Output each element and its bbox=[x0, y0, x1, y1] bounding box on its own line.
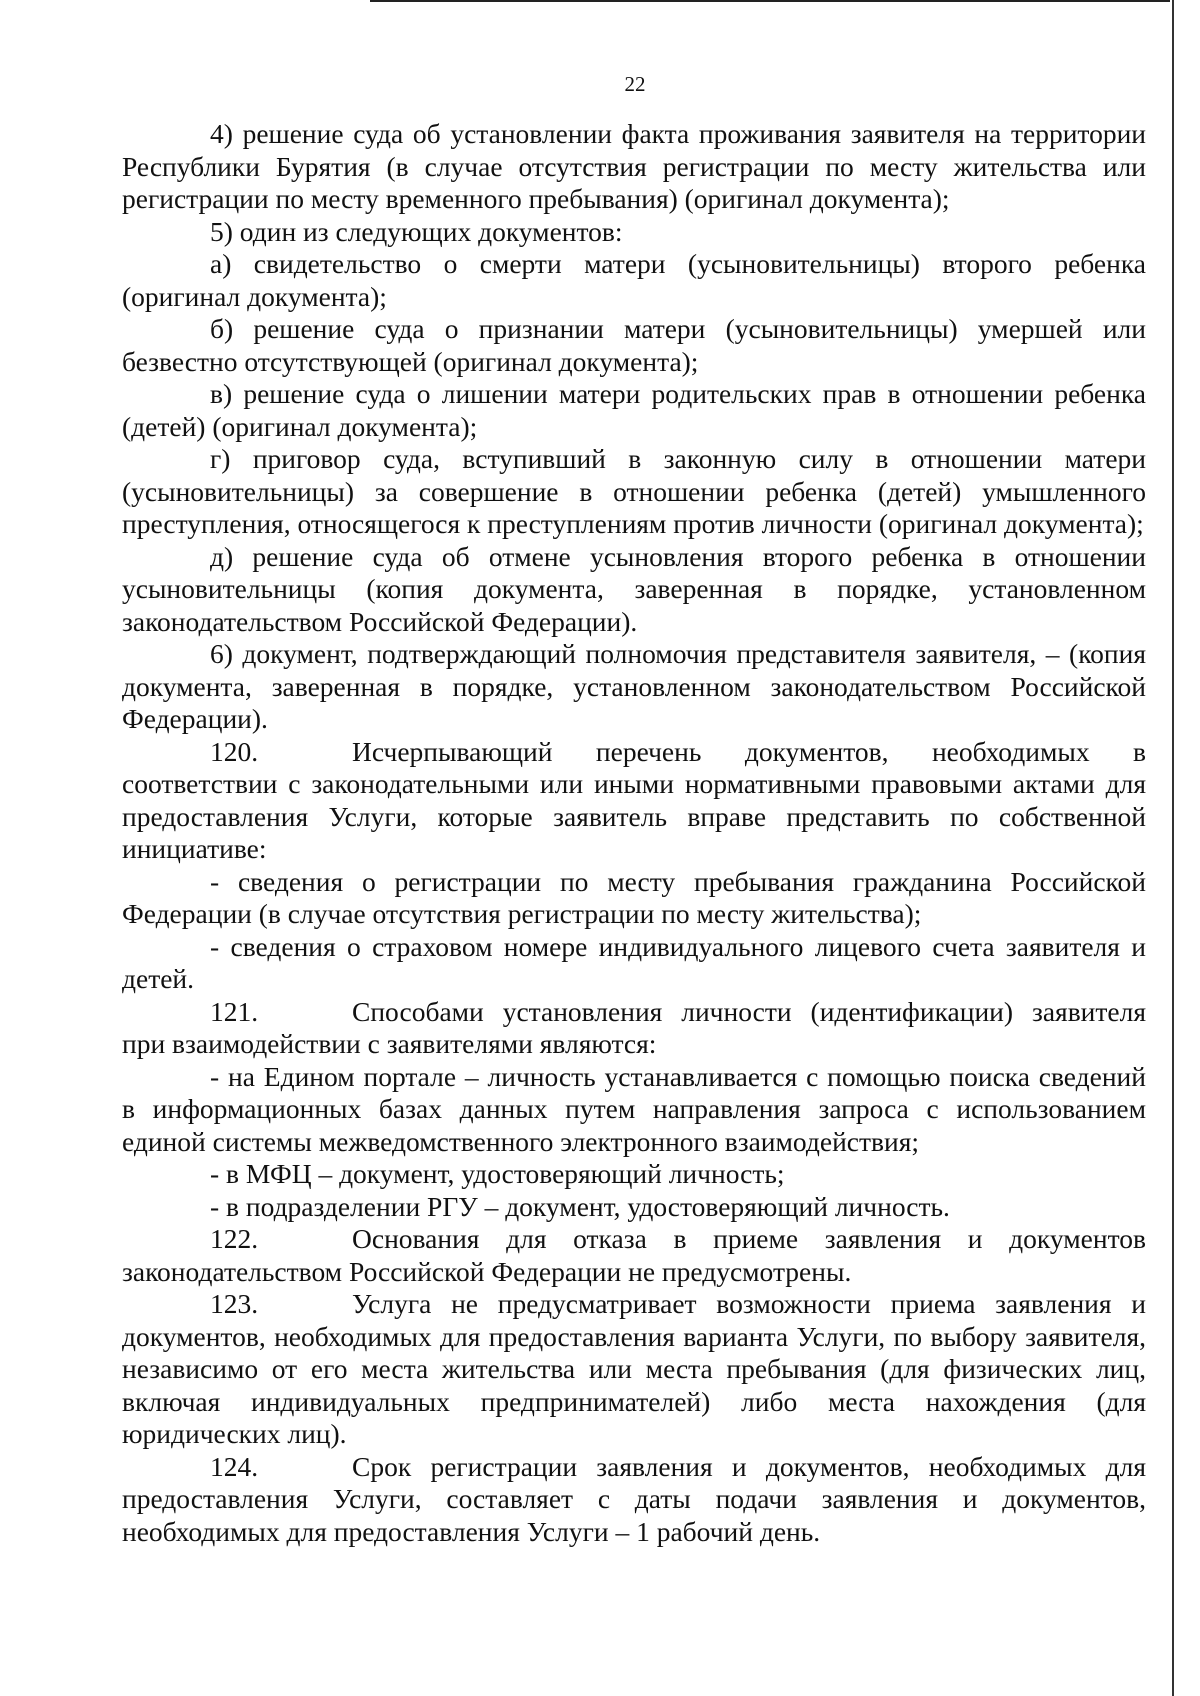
bullet-rgu: - в подразделении РГУ – документ, удостоверяющий личность. bbox=[210, 1190, 950, 1222]
bullet-insurance-number: - сведения о страховом номере индивидуального лицевого счета заявителя и детей. bbox=[122, 930, 1146, 994]
section-121 bbox=[122, 996, 1146, 1061]
top-edge-line bbox=[370, 0, 1170, 2]
paragraph-subitem-d: д) решение суда об отмене усыновления второго ребенка в отношении усыновительницы (копия документа, заверенная в порядке, установленном законодательством Российской Федерации). bbox=[122, 540, 1146, 637]
section-123 bbox=[122, 1288, 1146, 1451]
section-number: 122. bbox=[210, 1223, 259, 1254]
paragraph-subitem-v: в) решение суда о лишении матери родительских прав в отношении ребенка (детей) (оригинал документа); bbox=[122, 378, 1146, 442]
right-edge-line bbox=[1172, 0, 1174, 1696]
paragraph-subitem-g: г) приговор суда, вступивший в законную силу в отношении матери (усыновительницы) за совершение в отношении ребенка (детей) умышленного преступления, относящегося к преступлениям против личности (оригинал документа); bbox=[122, 443, 1146, 539]
section-text: Исчерпывающий перечень документов, необходимых в соответствии с законодательными или иными нормативными правовыми актами для предоставления Услуги, которые заявитель вправе представить по собственной инициативе: bbox=[122, 735, 1146, 864]
section-122 bbox=[122, 1223, 1146, 1288]
section-text: Основания для отказа в приеме заявления и документов законодательством Российской Федерации не предусмотрены. bbox=[122, 1223, 1146, 1287]
paragraph-item-5: 5) один из следующих документов: bbox=[210, 215, 623, 247]
section-text: Услуга не предусматривает возможности приема заявления и документов, необходимых для предоставления варианта Услуги, по выбору заявителя, независимо от его места жительства или места пребывания (для физических лиц, включая индивидуальных предпринимателей) либо места нахождения (для юридических лиц). bbox=[122, 1288, 1146, 1449]
bullet-mfc: - в МФЦ – документ, удостоверяющий личность; bbox=[210, 1158, 785, 1189]
paragraph-item-6: 6) документ, подтверждающий полномочия представителя заявителя, – (копия документа, заверенная в порядке, установленном законодательством Российской Федерации). bbox=[122, 638, 1146, 734]
paragraph-subitem-b: б) решение суда о признании матери (усыновительницы) умершей или безвестно отсутствующей (оригинал документа); bbox=[122, 313, 1146, 377]
section-124 bbox=[122, 1451, 1146, 1549]
section-number: 120. bbox=[210, 735, 259, 767]
section-number: 121. bbox=[210, 995, 259, 1027]
paragraph-subitem-a: а) свидетельство о смерти матери (усыновительницы) второго ребенка (оригинал документа); bbox=[122, 248, 1146, 312]
bullet-unified-portal: - на Едином портале – личность устанавливается с помощью поиска сведений в информационных базах данных путем направления запроса с использованием единой системы межведомственного электронного взаимодействия; bbox=[122, 1060, 1146, 1157]
section-number: 123. bbox=[210, 1288, 259, 1319]
section-text: Срок регистрации заявления и документов, необходимых для предоставления Услуги, составляет с даты подачи заявления и документов, необходимых для предоставления Услуги – 1 рабочий день. bbox=[122, 1450, 1146, 1547]
section-number: 124. bbox=[210, 1450, 259, 1482]
section-text: Способами установления личности (идентификации) заявителя при взаимодействии с заявителями являются: bbox=[122, 995, 1146, 1059]
page-number: 22 bbox=[624, 72, 646, 96]
section-120 bbox=[122, 736, 1146, 866]
document-body bbox=[122, 118, 1146, 1548]
paragraph-item-4: 4) решение суда об установлении факта проживания заявителя на территории Республики Бурятия (в случае отсутствия регистрации по месту жительства или регистрации по месту временного пребывания) (оригинал документа); bbox=[122, 118, 1146, 214]
bullet-registration-info: - сведения о регистрации по месту пребывания гражданина Российской Федерации (в случае отсутствия регистрации по месту жительства); bbox=[122, 865, 1146, 929]
